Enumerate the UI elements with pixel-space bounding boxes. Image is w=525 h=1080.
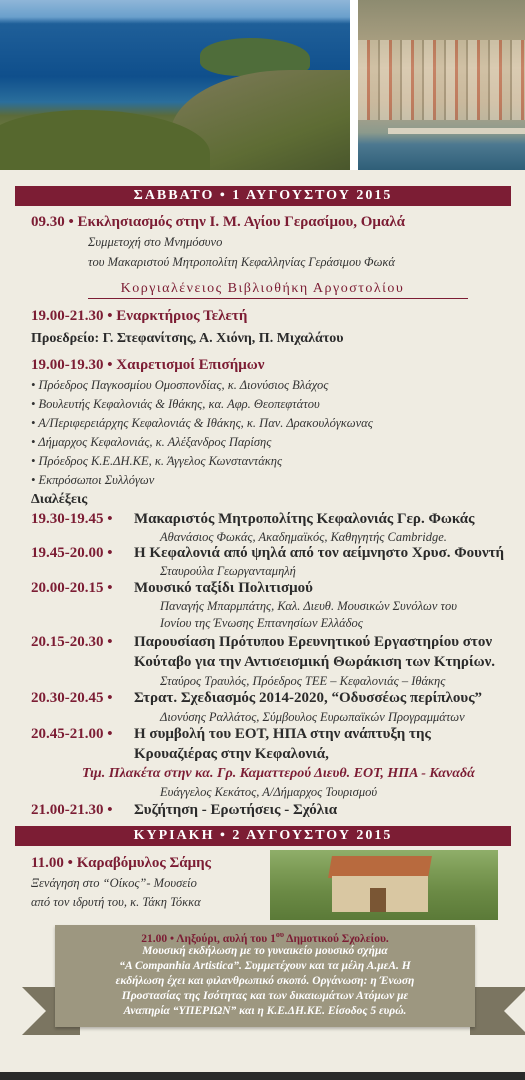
lecture-time: 20.15-20.30 •	[31, 634, 113, 650]
lecture-title-cont: Κρουαζιέρας στην Κεφαλονιά,	[134, 746, 329, 762]
bottom-bar	[0, 1072, 525, 1080]
harbor-town-photo	[358, 0, 525, 170]
museum-house-photo	[270, 850, 498, 920]
lecture-title: Μακαριστός Μητροπολίτης Κεφαλονιάς Γερ. Φωκάς	[134, 511, 475, 527]
ribbon-tail-right	[470, 987, 525, 1035]
opening-entry: 19.00-21.30 • Εναρκτήριος Τελετή	[31, 308, 248, 324]
lectures-label: Διαλέξεις	[31, 492, 88, 507]
ribbon-line: Αναπηρία “ΥΠΕΡΙΩΝ” και η Κ.Ε.ΔΗ.ΚΕ. Είσοδος 5 ευρώ.	[123, 1005, 407, 1017]
service-note-2: του Μακαριστού Μητροπολίτη Κεφαλληνίας Γεράσιμου Φωκά	[88, 255, 395, 269]
lecture-title-cont: Κούταβο για την Αντισεισμική Θωράκιση των Κτηρίων.	[134, 654, 496, 670]
list-item: • Βουλευτής Κεφαλονιάς & Ιθάκης, κα. Αφρ. Θεοπεφτάτου	[31, 397, 320, 411]
lecture-title: Η συμβολή του ΕΟΤ, ΗΠΑ στην ανάπτυξη της	[134, 726, 431, 742]
ribbon-line: εκδήλωση έχει και φιλανθρωπικό σκοπό. Οργάνωση: η Ένωση	[115, 975, 415, 987]
service-note-1: Συμμετοχή στο Μνημόσυνο	[88, 235, 223, 249]
header-photos	[0, 0, 525, 170]
ribbon-body	[55, 925, 475, 1027]
visit-entry: 11.00 • Καραβόμυλος Σάμης	[31, 855, 212, 871]
lecture-title: Συζήτηση - Ερωτήσεις - Σχόλια	[134, 802, 338, 818]
coastline-photo	[0, 0, 350, 170]
lecture-title: Στρατ. Σχεδιασμός 2014-2020, “Οδυσσέως περίπλους”	[134, 690, 483, 706]
venue-underline	[88, 298, 468, 299]
list-item: • Δήμαρχος Κεφαλονιάς, κ. Αλέξανδρος Παρίσης	[31, 435, 272, 449]
honor-plaque: Τιμ. Πλακέτα στην κα. Γρ. Καματτερού Διευθ. ΕΟΤ, ΗΠΑ - Καναδά	[82, 766, 475, 781]
lecture-speaker: Διονύσης Ραλλάτος, Σύμβουλος Ευρωπαϊκών Προγραμμάτων	[160, 710, 465, 724]
lecture-speaker: Ιονίου της Ένωσης Επτανησίων Ελλάδος	[160, 616, 363, 630]
ribbon-line: Μουσική εκδήλωση με το γυναικείο μουσικό σχήμα	[142, 945, 388, 957]
venue-title: Κοργιαλένειος Βιβλιοθήκη Αργοστολίου	[120, 281, 405, 296]
lecture-speaker: Σταυρούλα Γεωργανταμηλή	[160, 564, 296, 578]
saturday-banner: ΣΑΒΒΑΤΟ • 1 ΑΥΓΟΥΣΤΟΥ 2015	[15, 186, 511, 206]
lecture-time: 19.30-19.45 •	[31, 511, 113, 527]
lecture-speaker: Ευάγγελος Κεκάτος, Α/Δήμαρχος Τουρισμού	[160, 785, 378, 799]
lecture-time: 20.45-21.00 •	[31, 726, 113, 742]
lecture-speaker: Παναγής Μπαρμπάτης, Καλ. Διευθ. Μουσικών Συνόλων του	[160, 599, 457, 613]
visit-note-2: από τον ιδρυτή του, κ. Τάκη Τόκκα	[31, 895, 201, 909]
visit-note-1: Ξενάγηση στο “Οίκος”- Μουσείο	[31, 876, 197, 890]
list-item: • Εκπρόσωποι Συλλόγων	[31, 473, 155, 487]
lecture-speaker: Σταύρος Τραυλός, Πρόεδρος ΤΕΕ – Κεφαλονιάς – Ιθάκης	[160, 674, 446, 688]
ribbon-line: Προστασίας της Ισότητας και των δικαιωμάτων Ατόμων με	[121, 990, 409, 1002]
sunday-banner: ΚΥΡΙΑΚΗ • 2 ΑΥΓΟΥΣΤΟΥ 2015	[15, 826, 511, 846]
list-item: • Α/Περιφερειάρχης Κεφαλονιάς & Ιθάκης, κ. Παν. Δρακουλόγκωνας	[31, 416, 373, 430]
presidium: Προεδρείο: Γ. Στεφανίτσης, Α. Χιόνη, Π. Μιχαλάτου	[31, 331, 344, 346]
list-item: • Πρόεδρος Παγκοσμίου Ομοσπονδίας, κ. Διονύσιος Βλάχος	[31, 378, 329, 392]
ribbon-line: “A Companhia Artistica”. Συμμετέχουν και τα μέλη Α.μεΑ. Η	[119, 960, 411, 972]
lecture-time: 20.00-20.15 •	[31, 580, 113, 596]
lecture-speaker: Αθανάσιος Φωκάς, Ακαδημαϊκός, Καθηγητής Cambridge.	[160, 530, 447, 544]
lecture-title: Παρουσίαση Πρότυπου Ερευνητικού Εργαστηρίου στον	[134, 634, 493, 650]
lecture-title: Η Κεφαλονιά από ψηλά από τον αείμνηστο Χρυσ. Φουντή	[134, 545, 505, 561]
lecture-time: 21.00-21.30 •	[31, 802, 113, 818]
list-item: • Πρόεδρος Κ.Ε.ΔΗ.ΚΕ, κ. Άγγελος Κωνσταντάκης	[31, 454, 283, 468]
service-entry: 09.30 • Εκκλησιασμός στην Ι. Μ. Αγίου Γερασίμου, Ομαλά	[31, 214, 406, 230]
ribbon-heading: 21.00 • Ληξούρι, αυλή του $1^{o\upsilon}$ Δημοτικού Σχολείου.	[141, 930, 389, 945]
lecture-title: Μουσικό ταξίδι Πολιτισμού	[134, 580, 313, 596]
lecture-time: 20.30-20.45 •	[31, 690, 113, 706]
evening-event-ribbon	[0, 925, 525, 1045]
lecture-time: 19.45-20.00 •	[31, 545, 113, 561]
greetings-entry: 19.00-19.30 • Χαιρετισμοί Επισήμων	[31, 357, 265, 373]
